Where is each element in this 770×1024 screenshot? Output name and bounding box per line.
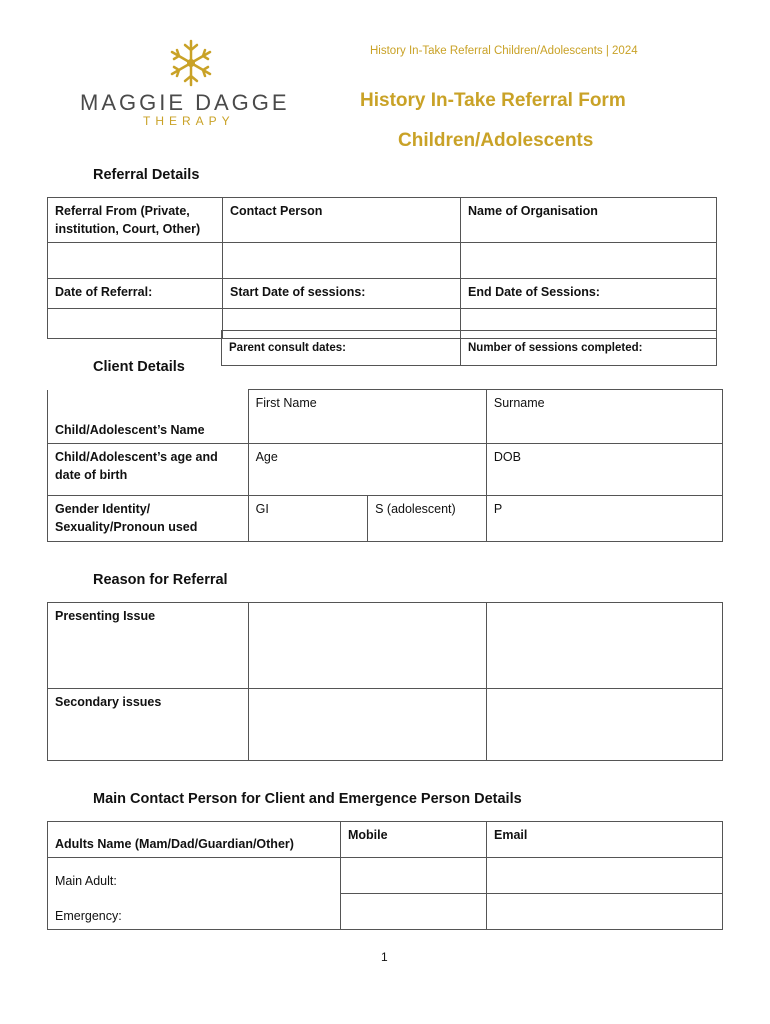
end-date-label: End Date of Sessions:: [461, 279, 717, 309]
presenting-issue-field-2[interactable]: [487, 603, 723, 689]
contact-section-title: Main Contact Person for Client and Emergence Person Details: [93, 791, 522, 807]
main-adult-email-field[interactable]: [487, 858, 723, 894]
client-table: [47, 389, 723, 542]
contact-person-label: Contact Person: [223, 198, 461, 243]
logo-sub: THERAPY: [143, 114, 235, 128]
page-number: 1: [381, 950, 388, 964]
reason-section-title: Reason for Referral: [93, 572, 228, 588]
adults-name-label: Adults Name (Mam/Dad/Guardian/Other): [48, 822, 341, 858]
reason-table: [47, 602, 723, 761]
logo: [78, 38, 308, 128]
first-name-field[interactable]: First Name: [248, 390, 486, 444]
referral-from-field[interactable]: [48, 243, 223, 279]
emergency-email-field[interactable]: [487, 894, 723, 930]
age-field[interactable]: Age: [248, 444, 486, 496]
dob-field[interactable]: DOB: [486, 444, 722, 496]
sexuality-field[interactable]: S (adolescent): [368, 496, 487, 542]
parent-consult-dates-label: Parent consult dates:: [222, 331, 461, 366]
referral-section-title: Referral Details: [93, 167, 200, 183]
referral-from-label: Referral From (Private, institution, Court, Other): [48, 198, 223, 243]
secondary-issues-field-2[interactable]: [487, 689, 723, 761]
snowflake-logo-icon: [166, 38, 216, 88]
date-of-referral-field[interactable]: [48, 309, 223, 339]
logo-name: MAGGIE DAGGE: [80, 90, 290, 115]
page-title: History In-Take Referral Form: [360, 90, 626, 111]
contact-person-field[interactable]: [223, 243, 461, 279]
name-of-organisation-field[interactable]: [461, 243, 717, 279]
pronoun-field[interactable]: P: [486, 496, 722, 542]
mobile-label: Mobile: [341, 822, 487, 858]
client-name-label: Child/Adolescent’s Name: [48, 390, 249, 444]
running-title: History In-Take Referral Children/Adolescents | 2024: [370, 45, 638, 57]
main-adult-label: Main Adult:: [48, 858, 341, 894]
date-of-referral-label: Date of Referral:: [48, 279, 223, 309]
consult-table: [221, 330, 717, 366]
gender-identity-label: Gender Identity/ Sexuality/Pronoun used: [48, 496, 249, 542]
secondary-issues-field-1[interactable]: [249, 689, 487, 761]
gender-identity-field[interactable]: GI: [248, 496, 368, 542]
client-section-title: Client Details: [93, 359, 185, 375]
page-subtitle: Children/Adolescents: [398, 130, 594, 151]
sessions-completed-label: Number of sessions completed:: [461, 331, 717, 366]
name-of-organisation-label: Name of Organisation: [461, 198, 717, 243]
presenting-issue-field-1[interactable]: [249, 603, 487, 689]
age-dob-label: Child/Adolescent’s age and date of birth: [48, 444, 249, 496]
surname-field[interactable]: Surname: [486, 390, 722, 444]
start-date-label: Start Date of sessions:: [223, 279, 461, 309]
email-label: Email: [487, 822, 723, 858]
emergency-mobile-field[interactable]: [341, 894, 487, 930]
main-adult-mobile-field[interactable]: [341, 858, 487, 894]
referral-table: [47, 197, 717, 339]
secondary-issues-label: Secondary issues: [48, 689, 249, 761]
presenting-issue-label: Presenting Issue: [48, 603, 249, 689]
contact-table: [47, 821, 723, 930]
emergency-label: Emergency:: [48, 894, 341, 930]
